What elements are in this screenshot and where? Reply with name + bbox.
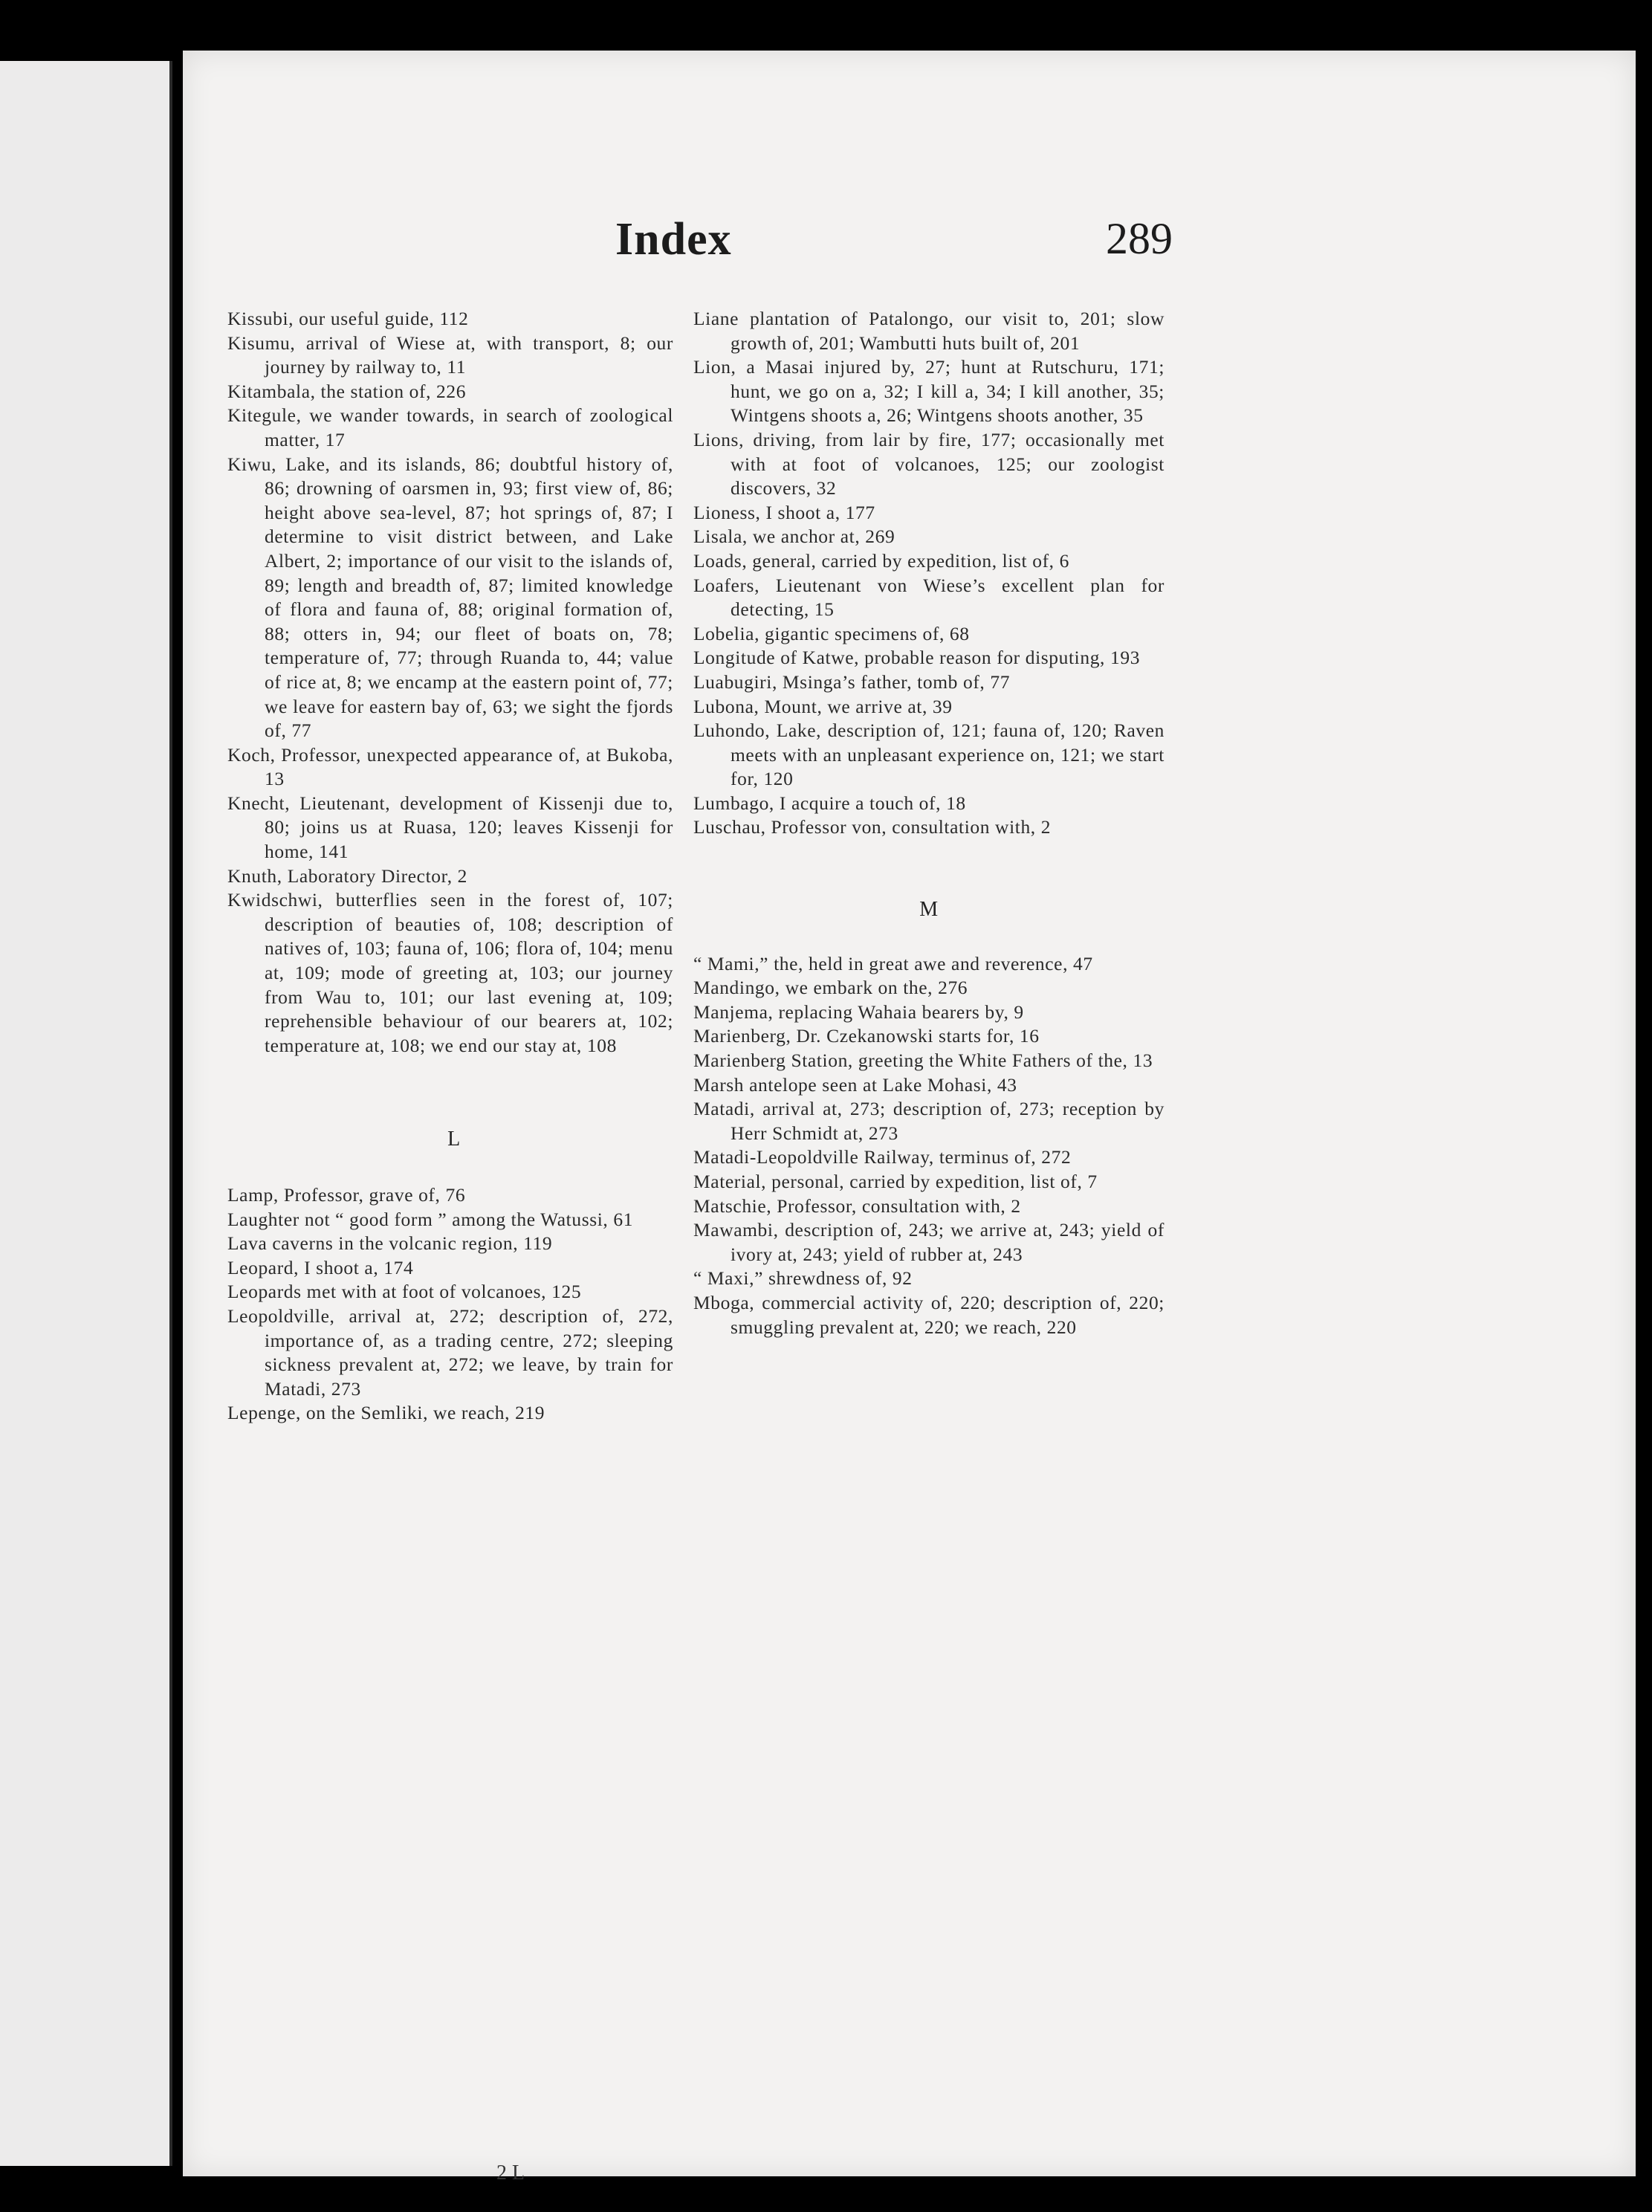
index-entry: Luhondo, Lake, description of, 121; fauna of, 120; Raven meets with an unpleasant experience on, 121; we start for, 120: [693, 719, 1165, 790]
index-entry: Loads, general, carried by expedition, list of, 6: [693, 549, 1069, 572]
index-entry: Laughter not “ good form ” among the Watussi, 61: [227, 1208, 634, 1230]
index-entry: Matadi, arrival at, 273; description of, 273; reception by Herr Schmidt at, 273: [693, 1098, 1165, 1144]
index-entry: Leopard, I shoot a, 174: [227, 1256, 414, 1278]
index-entry: Luabugiri, Msinga’s father, tomb of, 77: [693, 670, 1011, 693]
index-entry: Knuth, Laboratory Director, 2: [227, 864, 467, 887]
index-entry: Leopards met with at foot of volcanoes, 125: [227, 1281, 582, 1303]
index-entry: Kitegule, we wander towards, in search of zoological matter, 17: [227, 404, 673, 450]
signature-mark: 2 L: [496, 2161, 525, 2184]
index-entry: Kitambala, the station of, 226: [227, 380, 467, 402]
index-entry: Lisala, we anchor at, 269: [693, 525, 895, 548]
index-entry: Leopoldville, arrival at, 272; description of, 272, importance of, as a trading centre, 272; sleeping sickness prevalent at, 272; we leave, by train for Matadi, 273: [227, 1304, 673, 1400]
index-entry: Kwidschwi, butterflies seen in the forest of, 107; description of beauties of, 108; description of natives of, 103; fauna of, 106; flora of, 104; menu at, 109; mode of greeting at, 103; our journey from Wau to, 101; our last evening at, 109; reprehensible behaviour of our bearers at, 102; temperature at, 108; we end our stay at, 108: [227, 889, 673, 1056]
left-column: [227, 307, 673, 1426]
index-entry: Mawambi, description of, 243; we arrive at, 243; yield of ivory at, 243; yield of rubber at, 243: [693, 1219, 1165, 1265]
index-entry: Lepenge, on the Semliki, we reach, 219: [227, 1402, 545, 1424]
facing-page-edge: [0, 61, 172, 2166]
page-number: 289: [1106, 214, 1173, 263]
index-entry: Kissubi, our useful guide, 112: [227, 308, 469, 329]
index-entry: Matschie, Professor, consultation with, 2: [693, 1194, 1021, 1217]
right-column: [693, 307, 1165, 1339]
index-entry: Matadi-Leopoldville Railway, terminus of, 272: [693, 1146, 1072, 1168]
index-entry: Luschau, Professor von, consultation with, 2: [693, 816, 1052, 838]
index-entry: Liane plantation of Patalongo, our visit to, 201; slow growth of, 201; Wambutti huts built of, 201: [693, 308, 1165, 354]
index-entry: Koch, Professor, unexpected appearance of, at Bukoba, 13: [227, 743, 673, 790]
index-entry: “ Maxi,” shrewdness of, 92: [693, 1267, 913, 1290]
index-entry: Mboga, commercial activity of, 220; description of, 220; smuggling prevalent at, 220; we reach, 220: [693, 1291, 1165, 1338]
page-title: Index: [615, 214, 732, 265]
index-entry: Mandingo, we embark on the, 276: [693, 977, 968, 999]
index-entry: Knecht, Lieutenant, development of Kissenji due to, 80; joins us at Ruasa, 120; leaves Kissenji for home, 141: [227, 792, 673, 863]
index-entry: Longitude of Katwe, probable reason for disputing, 193: [693, 647, 1141, 669]
index-entry: Lobelia, gigantic specimens of, 68: [693, 622, 970, 644]
index-entry: Lumbago, I acquire a touch of, 18: [693, 792, 966, 814]
section-letter-m: M: [919, 898, 939, 922]
index-entry: Kisumu, arrival of Wiese at, with transport, 8; our journey by railway to, 11: [227, 332, 673, 378]
index-entry: Marsh antelope seen at Lake Mohasi, 43: [693, 1073, 1017, 1096]
index-entry: Lava caverns in the volcanic region, 119: [227, 1232, 553, 1255]
index-entry: Material, personal, carried by expedition, list of, 7: [693, 1171, 1098, 1192]
index-entry: “ Mami,” the, held in great awe and reverence, 47: [693, 952, 1093, 974]
index-entry: Kiwu, Lake, and its islands, 86; doubtful history of, 86; drowning of oarsmen in, 93; first view of, 86; height above sea-level, 87; hot springs of, 87; I determine to visit district between, and Lake Albert, 2; importance of our visit to the islands of, 89; length and breadth of, 87; limited knowledge of flora and fauna of, 88; original formation of, 88; otters in, 94; our fleet of boats on, 78; temperature of, 77; through Ruanda to, 44; value of rice at, 8; we encamp at the eastern point of, 77; we leave for eastern bay of, 63; we sight the fjords of, 77: [227, 453, 673, 742]
index-entry: Lioness, I shoot a, 177: [693, 501, 875, 523]
index-entry: Lubona, Mount, we arrive at, 39: [693, 695, 953, 717]
index-entry: Lamp, Professor, grave of, 76: [227, 1184, 466, 1206]
index-entry: Marienberg Station, greeting the White Fathers of the, 13: [693, 1050, 1153, 1072]
index-entry: Lion, a Masai injured by, 27; hunt at Rutschuru, 171; hunt, we go on a, 32; I kill a, 34; I kill another, 35; Wintgens shoots a, 26; Wintgens shoots another, 35: [693, 356, 1165, 427]
index-entry: Loafers, Lieutenant von Wiese’s excellent plan for detecting, 15: [693, 574, 1165, 621]
index-entry: Lions, driving, from lair by fire, 177; occasionally met with at foot of volcanoes, 125; our zoologist discovers, 32: [693, 428, 1165, 499]
index-entry: Marienberg, Dr. Czekanowski starts for, 16: [693, 1025, 1040, 1047]
index-entry: Manjema, replacing Wahaia bearers by, 9: [693, 1000, 1024, 1023]
section-letter-l: L: [447, 1128, 461, 1151]
